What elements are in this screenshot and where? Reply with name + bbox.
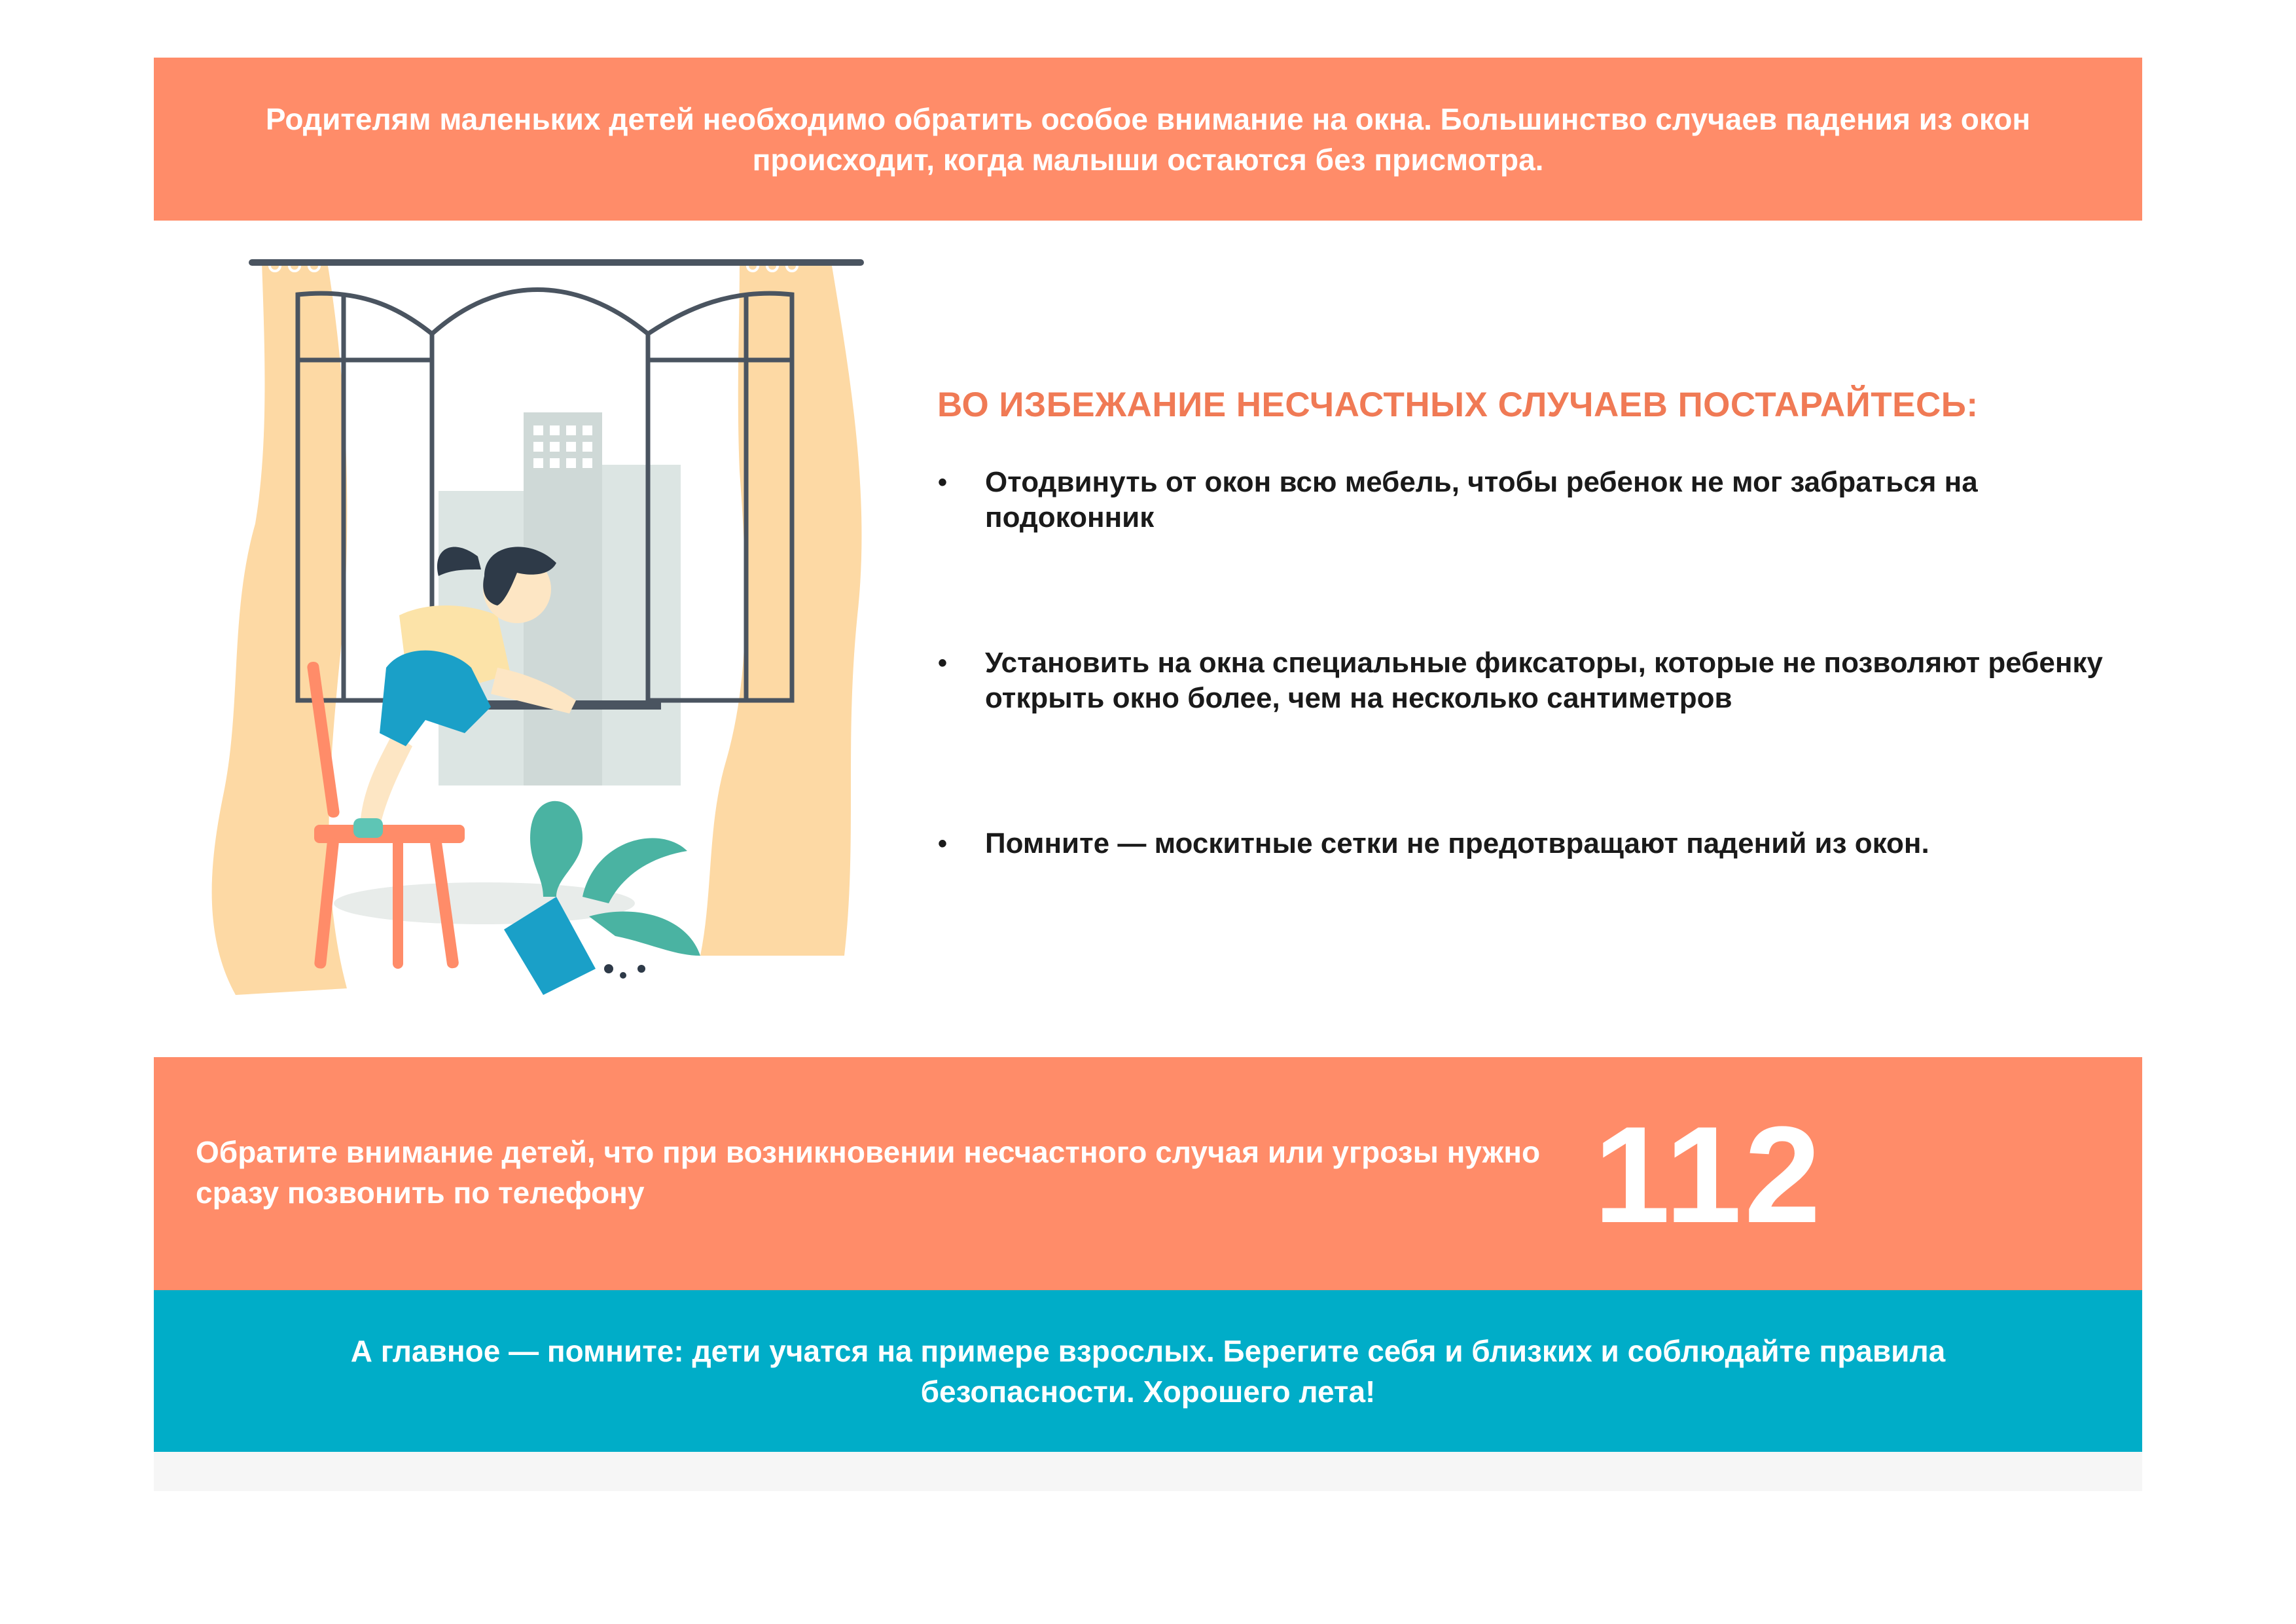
tip-item-mosquito-nets [938, 826, 2137, 861]
tip-item-window-locks [938, 645, 2137, 716]
emergency-banner [154, 1057, 2142, 1290]
emergency-text: Обратите внимание детей, что при возникновении несчастного случая или угрозы нужно сразу позвонить по телефону [196, 1135, 1541, 1210]
bullet-icon: • [938, 649, 948, 677]
tip-text: Отодвинуть от окон всю мебель, чтобы ребенок не мог забраться на подоконник [985, 466, 1978, 533]
child-at-window-illustration [190, 249, 910, 1034]
bullet-icon: • [938, 829, 948, 858]
tips-title: ВО ИЗБЕЖАНИЕ НЕСЧАСТНЫХ СЛУЧАЕВ ПОСТАРАЙТЕСЬ: [937, 386, 1979, 424]
bullet-icon: • [938, 468, 948, 497]
tip-item-move-furniture [938, 465, 2137, 535]
curtain-rod [249, 259, 864, 266]
closing-banner [154, 1290, 2142, 1452]
closing-text: А главное — помните: дети учатся на примере взрослых. Берегите себя и близких и соблюдайте правила безопасности. Хорошего лета! [350, 1333, 1946, 1409]
intro-text: Родителям маленьких детей необходимо обратить особое внимание на окна. Большинство случаев падения из окон происходит, когда малыши остаются без присмотра. [265, 101, 2031, 177]
emergency-phone-number: 112 [1594, 1098, 1823, 1252]
tip-text: Помните — москитные сетки не предотвращают падений из окон. [985, 827, 1929, 859]
tip-text: Установить на окна специальные фиксаторы, которые не позволяют ребенку открыть окно более, чем на несколько сантиметров [985, 647, 2103, 714]
intro-banner [154, 58, 2142, 221]
right-curtain [700, 262, 861, 956]
footer-strip [154, 1452, 2142, 1491]
